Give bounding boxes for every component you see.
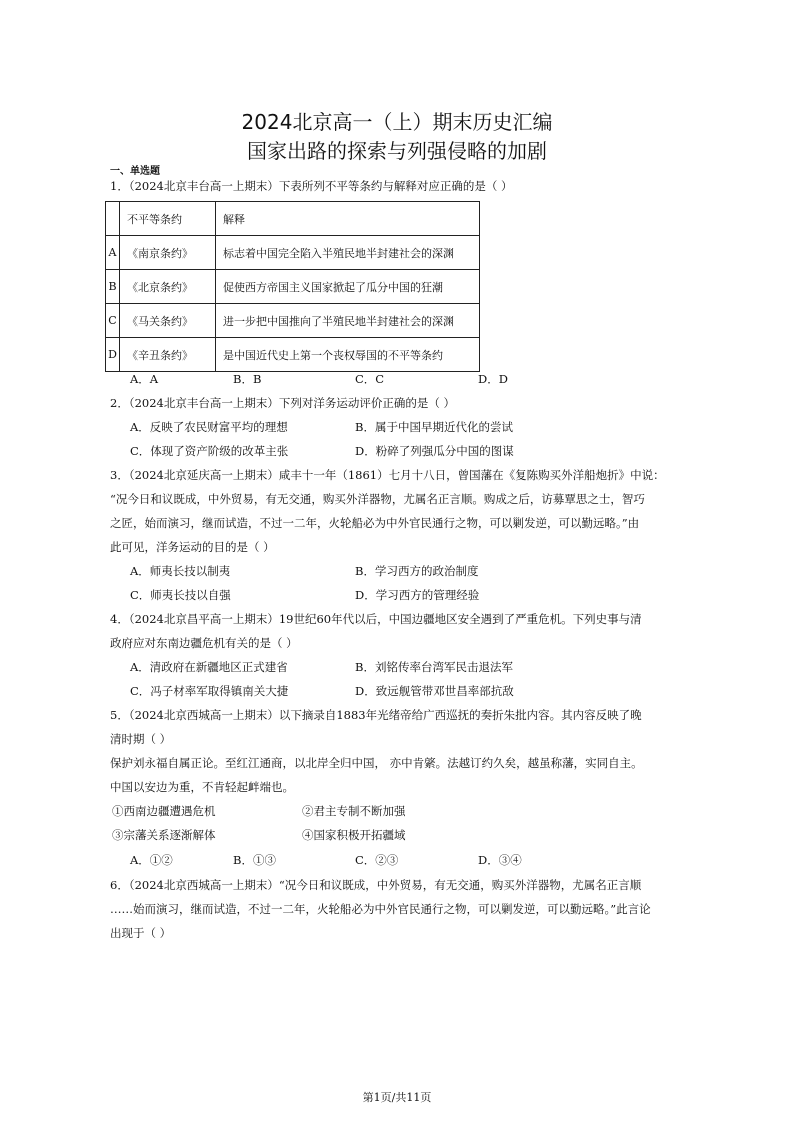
question-5-quote: 保护刘永福自属正论。至红江通商，以北岸全归中国， 亦中肯綮。法越订约久矣，越虽称藩，实同自主。 xyxy=(110,756,643,770)
question-2-option-d[interactable]: D．粉碎了列强瓜分中国的图谋 xyxy=(355,444,514,458)
table-header-treaty: 不平等条约 xyxy=(120,202,216,236)
question-6-stem: ……始而演习，继而试造，不过一二年，火轮船必为中外官民通行之物，可以剿发逆，可以勤远略。”此言论 xyxy=(110,902,651,916)
table-row xyxy=(106,338,480,372)
question-2-option-b[interactable]: B．属于中国早期近代化的尝试 xyxy=(355,420,513,434)
question-3-option-d[interactable]: D．学习西方的管理经验 xyxy=(355,588,480,602)
table-row xyxy=(106,304,480,338)
question-4-option-b[interactable]: B．刘铭传率台湾军民击退法军 xyxy=(355,660,513,674)
question-5-quote: 中国以安边为重，不肯轻起衅端也。 xyxy=(110,780,294,794)
question-4-stem: 4．（2024北京昌平高一上期末）19世纪60年代以后，中国边疆地区安全遇到了严重危机。下列史事与清 xyxy=(110,612,642,626)
question-5-item-3: ③宗藩关系逐渐解体 xyxy=(112,828,216,842)
table-cell: D xyxy=(106,338,120,372)
table-cell: C xyxy=(106,304,120,338)
question-5-stem: 清时期（ ） xyxy=(110,732,172,746)
table-cell: B xyxy=(106,270,120,304)
table-row xyxy=(106,236,480,270)
question-3-stem: “况今日和议既成，中外贸易，有无交通，购买外洋器物，尤属名正言顺。购成之后，访募覃思之士，智巧 xyxy=(110,492,645,506)
table-cell: 《辛丑条约》 xyxy=(120,338,216,372)
question-2-option-a[interactable]: A．反映了农民财富平均的理想 xyxy=(130,420,288,434)
question-3-stem: 3．（2024北京延庆高一上期末）咸丰十一年（1861）七月十八日，曾国藩在《复陈购买外洋船炮折》中说： xyxy=(110,468,665,482)
question-5-item-1: ①西南边疆遭遇危机 xyxy=(112,804,216,818)
table-cell: 是中国近代史上第一个丧权辱国的不平等条约 xyxy=(216,338,480,372)
question-1-option-c[interactable]: C．C xyxy=(355,372,385,386)
table-header-explanation: 解释 xyxy=(216,202,480,236)
page-footer: 第1页/共11页 xyxy=(362,1091,432,1104)
table-header-row xyxy=(106,202,480,236)
question-4-stem: 政府应对东南边疆危机有关的是（ ） xyxy=(110,636,298,650)
question-2-option-c[interactable]: C．体现了资产阶级的改革主张 xyxy=(130,444,289,458)
section-heading: 一、单选题 xyxy=(110,166,160,177)
question-2-stem: 2．（2024北京丰台高一上期末）下列对洋务运动评价正确的是（ ） xyxy=(110,396,455,410)
table-row xyxy=(106,270,480,304)
question-3-option-a[interactable]: A．师夷长技以制夷 xyxy=(130,564,231,578)
question-5-option-a[interactable]: A．①② xyxy=(130,853,173,867)
question-5-item-2: ②君主专制不断加强 xyxy=(302,804,406,818)
question-4-option-c[interactable]: C．冯子材率军取得镇南关大捷 xyxy=(130,684,289,698)
question-5-item-4: ④国家积极开拓疆域 xyxy=(302,828,406,842)
question-5-option-b[interactable]: B．①③ xyxy=(233,853,276,867)
table-cell: 促使西方帝国主义国家掀起了瓜分中国的狂潮 xyxy=(216,270,480,304)
table-cell: 《北京条约》 xyxy=(120,270,216,304)
question-3-option-c[interactable]: C．师夷长技以自强 xyxy=(130,588,231,602)
table-cell: 标志着中国完全陷入半殖民地半封建社会的深渊 xyxy=(216,236,480,270)
question-1-table xyxy=(105,201,480,372)
question-3-stem: 之匠，始而演习，继而试造，不过一二年，火轮船必为中外官民通行之物，可以剿发逆，可以勤远略。”由 xyxy=(110,516,640,530)
question-1-option-d[interactable]: D．D xyxy=(478,372,508,386)
table-cell xyxy=(106,202,120,236)
question-1-option-a[interactable]: A．A xyxy=(130,372,159,386)
question-5-option-d[interactable]: D．③④ xyxy=(478,853,522,867)
document-title: 2024北京高一（上）期末历史汇编 xyxy=(241,110,553,134)
question-4-option-a[interactable]: A．清政府在新疆地区正式建省 xyxy=(130,660,288,674)
question-6-stem: 6．（2024北京西城高一上期末）“况今日和议既成，中外贸易，有无交通，购买外洋器物，尤属名正言顺 xyxy=(110,878,642,892)
question-1-stem: 1．（2024北京丰台高一上期末）下表所列不平等条约与解释对应正确的是（ ） xyxy=(110,179,513,193)
question-4-option-d[interactable]: D．致远舰管带邓世昌率部抗敌 xyxy=(355,684,514,698)
question-3-stem: 此可见，洋务运动的目的是（ ） xyxy=(110,540,275,554)
question-5-stem: 5．（2024北京西城高一上期末）以下摘录自1883年光绪帝给广西巡抚的奏折朱批内容。其内容反映了晚 xyxy=(110,708,642,722)
question-3-option-b[interactable]: B．学习西方的政治制度 xyxy=(355,564,479,578)
question-6-stem: 出现于（ ） xyxy=(110,926,172,940)
question-1-option-b[interactable]: B．B xyxy=(233,372,262,386)
table-cell: 进一步把中国推向了半殖民地半封建社会的深渊 xyxy=(216,304,480,338)
document-subtitle: 国家出路的探索与列强侵略的加剧 xyxy=(247,139,547,163)
question-5-option-c[interactable]: C．②③ xyxy=(355,853,399,867)
table-cell: A xyxy=(106,236,120,270)
table-cell: 《马关条约》 xyxy=(120,304,216,338)
table-cell: 《南京条约》 xyxy=(120,236,216,270)
